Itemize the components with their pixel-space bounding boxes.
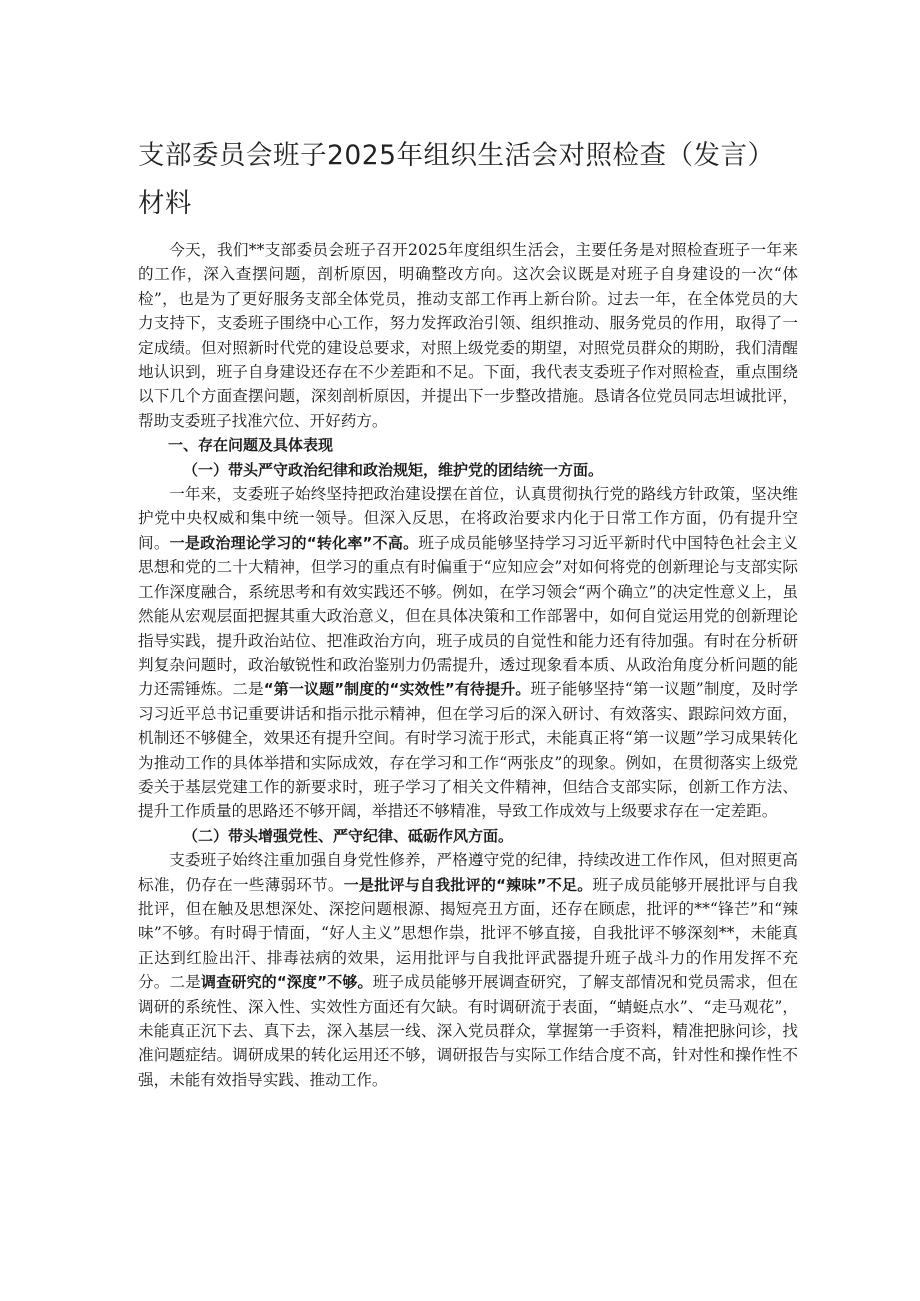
sub1-text-b: 班子成员能够坚持学习习近平新时代中国特色社会主义思想和党的二十大精神，但学习的重点有时偏重于“应知应会”对如何将党的创新理论与支部实际工作深度融合，系统思考和有效实践还不够。例如，在学习领会“两个确立”的决定性意义上，虽然能从宏观层面把握其重大政治意义，但在具体决策和工作部署中，如何自觉运用党的创新理论指导实践，提升政治站位、把准政治方向，班子成员的自觉性和能力还有待加强。有时在分析研判复杂问题时，政治敏锐性和政治鉴别力仍需提升，透过现象看本质、从政治角度分析问题的能力还需锤炼。二是 — [138, 533, 798, 699]
subsection-2-heading: （二）带头增强党性、严守纪律、砥砺作风方面。 — [183, 826, 514, 845]
sub2-point-2: 调查研究的“深度”不够。 — [201, 973, 373, 992]
sub2-text-a: 支委班子始终注重加强自身党性修养，严格遵守党的纪律，持续改进工作作风，但对照更高标准，仍存在一些薄弱环节。 — [138, 851, 798, 894]
sub1-text-a: 一年来，支委班子始终坚持把政治建设摆在首位，认真贯彻执行党的路线方针政策，坚决维护党中央权威和集中统一领导。但深入反思，在将政治要求内化于日常工作方面，仍有提升空间。 — [138, 485, 798, 552]
title-line-1: 支部委员会班子2025年组织生活会对照检查（发言） — [138, 140, 775, 171]
section-1-heading: 一、存在问题及具体表现 — [168, 436, 334, 455]
sub1-text-c: 班子能够坚持“第一议题”制度，及时学习习近平总书记重要讲话和指示批示精神，但在学习后的深入研讨、有效落实、跟踪问效方面，机制还不够健全，效果还有提升空间。有时学习流于形式，未能真正将“第一议题”学习成果转化为推动工作的具体举措和实际成效，存在学习和工作“两张皮”的现象。例如，在贯彻落实上级党委关于基层党建工作的新要求时，班子学习了相关文件精神，但结合支部实际，创新工作方法、提升工作质量的思路还不够开阔，举措还不够精准，导致工作成效与上级要求存在一定差距。 — [138, 680, 798, 821]
subsection-1-paragraph — [138, 482, 798, 824]
sub2-text-b: 班子成员能够开展批评与自我批评，但在触及思想深处、深挖问题根源、揭短亮丑方面，还存在顾虑，批评的**“锋芒”和“辣味”不够。有时碍于情面，“好人主义”思想作祟，批评不够直接，自我批评不够深刻**，未能真正达到红脸出汗、排毒祛病的效果，运用批评与自我批评武器提升班子战斗力的作用发挥不充分。二是 — [138, 875, 798, 992]
document-title — [138, 132, 798, 228]
sub2-text-c: 班子成员能够开展调查研究，了解支部情况和党员需求，但在调研的系统性、深入性、实效性方面还有欠缺。有时调研流于表面，“蜻蜓点水”、“走马观花”，未能真正沉下去、真下去，深入基层一线、深入党员群众，掌握第一手资料，精准把脉问诊，找准问题症结。调研成果的转化运用还不够，调研报告与实际工作结合度不高，针对性和操作性不强，未能有效指导实践、推动工作。 — [138, 973, 798, 1089]
subsection-1-heading: （一）带头严守政治纪律和政治规矩，维护党的团结统一方面。 — [183, 460, 604, 479]
intro-paragraph: 今天，我们**支部委员会班子召开2025年度组织生活会，主要任务是对照检查班子一年来的工作，深入查摆问题，剖析原因，明确整改方向。这次会议既是对班子自身建设的一次“体检”，也是为了更好服务支部全体党员，推动支部工作再上新台阶。过去一年，在全体党员的大力支持下，支委班子围绕中心工作，努力发挥政治引领、组织推动、服务党员的作用，取得了一定成绩。但对照新时代党的建设总要求，对照上级党委的期望，对照党员群众的期盼，我们清醒地认识到，班子自身建设还存在不少差距和不足。下面，我代表支委班子作对照检查，重点围绕以下几个方面查摆问题，深刻剖析原因，并提出下一步整改措施。恳请各位党员同志坦诚批评，帮助支委班子找准穴位、开好药方。 — [138, 241, 798, 430]
sub1-point-2: “第一议题”制度的“实效性”有待提升。 — [263, 680, 531, 699]
sub2-point-1: 一是批评与自我批评的“辣味”不足。 — [343, 875, 593, 894]
sub1-point-1: 一是政治理论学习的“转化率”不高。 — [169, 533, 419, 552]
subsection-2-paragraph — [138, 848, 798, 1092]
document-body — [138, 238, 798, 1092]
title-line-2: 材料 — [138, 188, 192, 219]
